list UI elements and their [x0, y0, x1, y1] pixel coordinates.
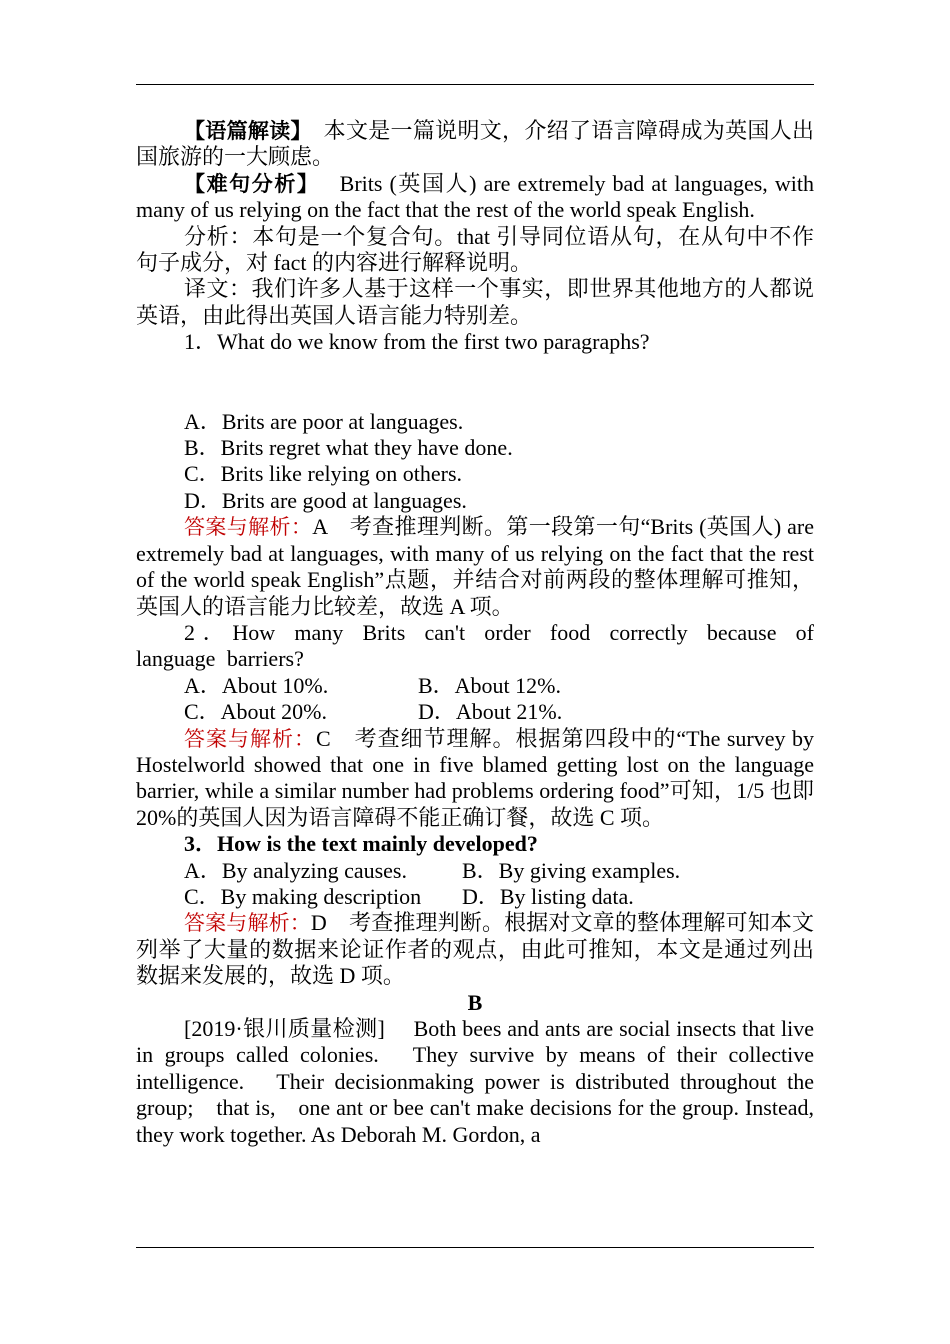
question-3-options-row-2 [136, 884, 814, 910]
question-3-option-a: A．By analyzing causes. [184, 857, 407, 883]
question-1-option-b: B．Brits regret what they have done. [184, 435, 513, 461]
question-2-option-c: C．About 20%. [184, 699, 328, 725]
question-2-options-row-1 [136, 673, 814, 699]
document-body [136, 118, 814, 1148]
difficult-sentence-label: 【难句分析】 [184, 171, 309, 196]
question-3-option-c: C．By making description [184, 883, 422, 909]
question-3-option-d: D．By listing data. [462, 883, 634, 909]
question-3-option-b: B．By giving examples. [462, 857, 681, 883]
question-2-option-b: B．About 12%. [418, 672, 562, 698]
answer-text: A 考查推理判断。第一段第一句“Brits (英国人) are extremely bad at languages, with many of us relying on the fact that the rest of the world speak English”点题，并结合对前两段的整体理解可推知，英国人的语言能力比较差，故选 A 项。 [136, 514, 814, 619]
overview-label: 【语篇解读】 [184, 119, 302, 143]
footer-rule [136, 1247, 814, 1248]
sentence-translation: 译文：我们许多人基于这样一个事实，即世界其他地方的人都说英语，由此得出英国人语言能力特别差。 [136, 276, 814, 328]
section-b-source: [2019·银川质量检测] [184, 1016, 385, 1041]
question-2-stem: 2．How many Brits can't order food correctly because of language barriers? [136, 619, 814, 672]
blank-space [136, 356, 814, 409]
question-1-option-d: D．Brits are good at languages. [184, 487, 467, 513]
question-3-stem: 3．How is the text mainly developed? [184, 831, 538, 857]
question-3-answer [136, 910, 814, 989]
question-1-option-a: A．Brits are poor at languages. [184, 408, 464, 434]
section-b-passage [136, 1016, 814, 1148]
header-rule [136, 84, 814, 85]
question-2-option-d: D．About 21%. [418, 699, 563, 725]
question-1-answer [136, 514, 814, 620]
difficult-sentence-paragraph [136, 171, 814, 224]
answer-text: D 考查推理判断。根据对文章的整体理解可知本文列举了大量的数据来论证作者的观点，由此可推知，本文是通过列出数据来发展的，故选 D 项。 [136, 910, 815, 989]
answer-label: 答案与解析： [184, 911, 311, 936]
question-3-options-row-1 [136, 858, 814, 884]
question-2-option-a: A．About 10%. [184, 672, 329, 698]
overview-text: 本文是一篇说明文，介绍了语言障碍成为英国人出国旅游的一大顾虑。 [136, 118, 814, 170]
question-1-stem: 1．What do we know from the first two paragraphs? [184, 329, 650, 355]
answer-label: 答案与解析： [184, 515, 313, 540]
answer-text: C 考查细节理解。根据第四段中的“The survey by Hostelworld showed that one in five blamed getting lost on the language barrier, while a similar number had problems ordering food”可知，1/5 也即 20%的英国人因为语言障碍不能正确订餐，故选 C 项。 [136, 725, 815, 830]
question-2-options-row-2 [136, 699, 814, 725]
section-b-text: Both bees and ants are social insects that live in groups called colonies. They survive by means of their collective intelligence. Their decisionmaking power is distributed throughout the group; that is, one ant or bee can't make decisions for the group. Instead, they work together. As Deborah M. Gordon, a [136, 1016, 814, 1147]
section-b-title: B [467, 989, 483, 1015]
overview-paragraph [136, 118, 814, 171]
question-2-answer [136, 726, 814, 832]
answer-label: 答案与解析： [184, 726, 316, 751]
sentence-analysis: 分析：本句是一个复合句。that 引导同位语从句，在从句中不作句子成分，对 fact 的内容进行解释说明。 [136, 223, 814, 276]
question-1-option-c: C．Brits like relying on others. [184, 461, 463, 487]
difficult-sentence-text: Brits (英国人) are extremely bad at languages, with many of us relying on the fact that the rest of the world speak English. [136, 170, 814, 223]
